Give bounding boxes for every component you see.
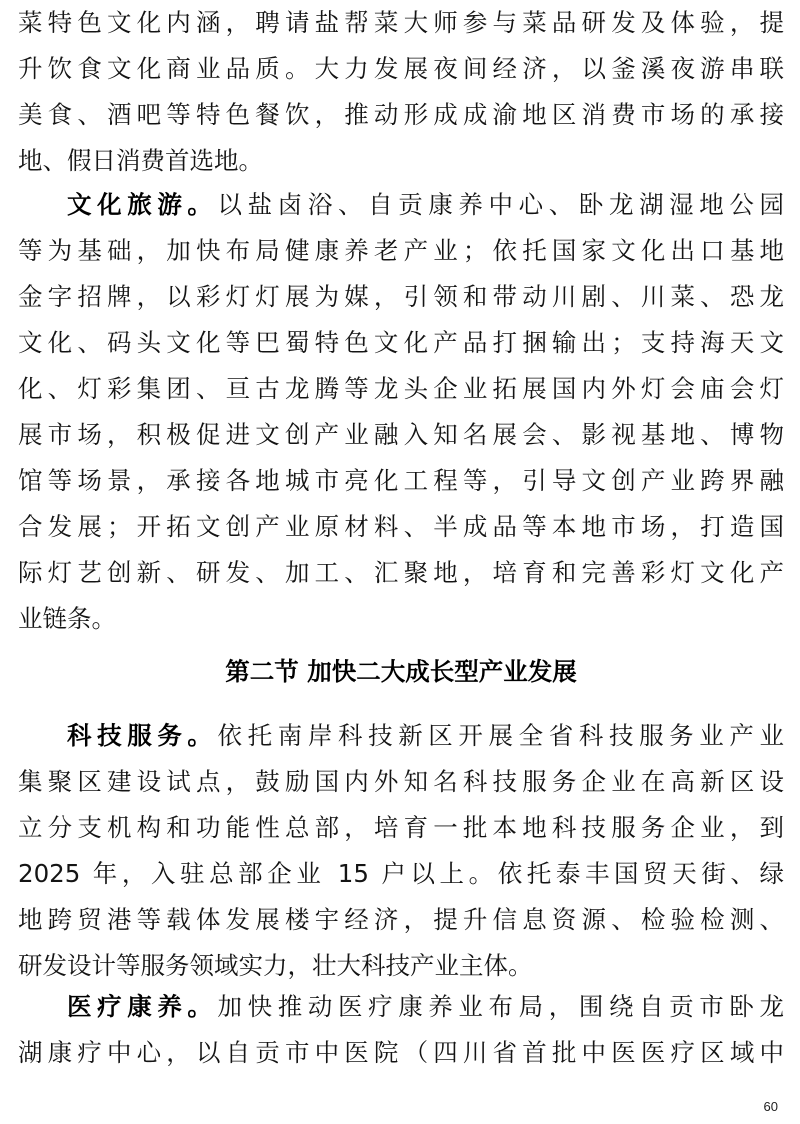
text-line [18, 984, 784, 1030]
page-number: 60 [763, 1099, 778, 1114]
section-heading: 第二节 加快二大成长型产业发展 [225, 657, 577, 686]
text-line: 美食、酒吧等特色餐饮，推动形成成渝地区消费市场的承接 [18, 100, 784, 129]
text-line: 研发设计等服务领域实力，壮大科技产业主体。 [18, 951, 533, 980]
paragraph-culture-tourism [18, 182, 784, 642]
text-line: 馆等场景，承接各地城市亮化工程等，引导文创产业跨界融 [18, 466, 784, 495]
paragraph-lead-tech-services: 科技服务。 [67, 721, 218, 750]
text-line: 地跨贸港等载体发展楼宇经济，提升信息资源、检验检测、 [18, 905, 784, 934]
paragraph-lead-culture-tourism: 文化旅游。 [67, 190, 218, 219]
text-line [18, 182, 784, 228]
text-line: 化、灯彩集团、亘古龙腾等龙头企业拓展国内外灯会庙会灯 [18, 374, 784, 403]
text-line: 集聚区建设试点，鼓励国内外知名科技服务企业在高新区设 [18, 767, 784, 796]
paragraph-medical-wellness [18, 984, 784, 1076]
text-line: 展市场，积极促进文创产业融入知名展会、影视基地、博物 [18, 420, 784, 449]
text-line: 地、假日消费首选地。 [18, 146, 263, 175]
text-line: 业链条。 [18, 604, 116, 633]
text-line: 菜特色文化内涵，聘请盐帮菜大师参与菜品研发及体验，提 [18, 8, 784, 37]
text-line: 湖康疗中心，以自贡市中医院（四川省首批中医医疗区域中 [18, 1038, 784, 1067]
paragraph-tech-services [18, 713, 784, 989]
document-page [18, 0, 784, 1124]
text-line [18, 713, 784, 759]
text-run: 加快推动医疗康养业布局，围绕自贡市卧龙 [217, 992, 785, 1021]
paragraph-lead-medical-wellness: 医疗康养。 [67, 992, 218, 1021]
paragraph-food-culture [18, 0, 784, 184]
text-line: 金字招牌，以彩灯灯展为媒，引领和带动川剧、川菜、恐龙 [18, 282, 784, 311]
text-line: 合发展；开拓文创产业原材料、半成品等本地市场，打造国 [18, 512, 784, 541]
text-line: 立分支机构和功能性总部，培育一批本地科技服务企业，到 [18, 813, 784, 842]
text-line: 际灯艺创新、研发、加工、汇聚地，培育和完善彩灯文化产 [18, 558, 784, 587]
text-line: 2025 年，入驻总部企业 15 户以上。依托泰丰国贸天街、绿 [18, 859, 784, 888]
text-line: 等为基础，加快布局健康养老产业；依托国家文化出口基地 [18, 236, 784, 265]
text-run: 依托南岸科技新区开展全省科技服务业产业 [217, 721, 785, 750]
text-run: 以盐卤浴、自贡康养中心、卧龙湖湿地公园 [217, 190, 785, 219]
text-line: 升饮食文化商业品质。大力发展夜间经济，以釜溪夜游串联 [18, 54, 784, 83]
text-line: 文化、码头文化等巴蜀特色文化产品打捆输出；支持海天文 [18, 328, 784, 357]
